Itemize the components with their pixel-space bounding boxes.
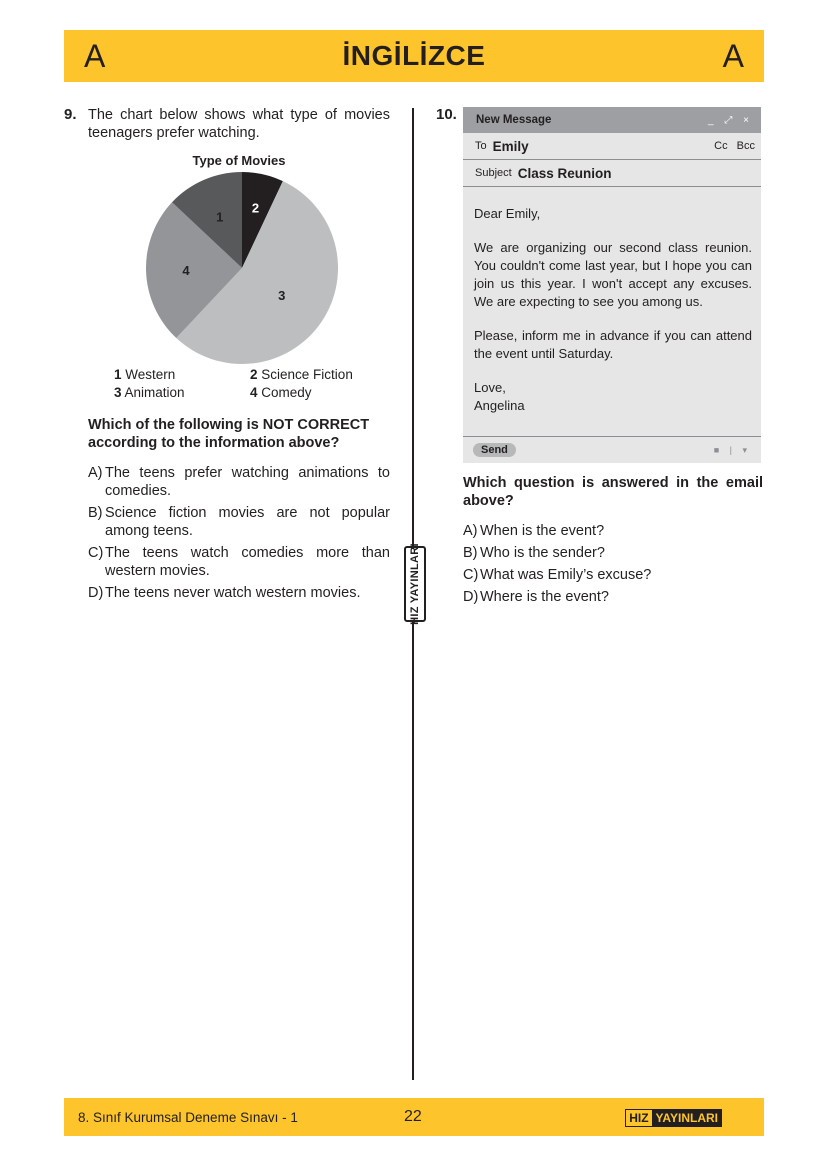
email-body: [463, 187, 761, 415]
format-options-icon[interactable]: ■ | ▾: [713, 444, 751, 455]
email-to-row: [463, 133, 761, 160]
to-field[interactable]: Emily: [492, 138, 529, 154]
email-subject-row: [463, 160, 761, 187]
legend-col-1: [114, 366, 185, 402]
question-10-options: [463, 522, 763, 610]
email-greeting: Dear Emily,: [474, 206, 541, 221]
subject-title: İNGİLİZCE: [342, 40, 486, 71]
option-b[interactable]: B) Who is the sender?: [463, 545, 605, 561]
booklet-letter-right: A: [722, 38, 744, 74]
question-9-prompt: Which of the following is NOT CORRECT according to the information above?: [88, 417, 370, 451]
question-9: [88, 106, 390, 601]
pie-label-4: 4: [182, 262, 190, 278]
question-10-prompt: Which question is answered in the email above?: [463, 475, 763, 509]
email-window-title: New Message: [476, 114, 552, 126]
option-d[interactable]: D) Where is the event?: [463, 589, 609, 605]
pie-chart: [142, 168, 342, 368]
question-10-number: 10.: [436, 106, 457, 123]
legend-item-western: 1 Western: [114, 367, 176, 382]
footer-bar: [64, 1098, 764, 1136]
email-paragraph-2: Please, inform me in advance if you can attend the event until Saturday.: [474, 328, 752, 361]
option-c[interactable]: C) What was Emily’s excuse?: [463, 567, 652, 583]
question-9-number: 9.: [64, 106, 77, 123]
subject-field[interactable]: Class Reunion: [517, 165, 612, 181]
email-footer: [463, 436, 761, 463]
option-d[interactable]: D) The teens never watch western movies.: [88, 585, 361, 601]
option-b[interactable]: B) Science fiction movies are not popular among teens.: [88, 505, 390, 539]
pie-label-1: 1: [216, 209, 224, 225]
option-a[interactable]: A) When is the event?: [463, 523, 605, 539]
cc-bcc-links[interactable]: Cc Bcc: [714, 140, 755, 152]
email-window: [463, 107, 761, 463]
question-9-options: [88, 464, 390, 606]
email-closing: Love,: [474, 380, 506, 395]
booklet-letter-left: A: [84, 38, 106, 74]
publisher-logo: HIZ YAYINLARI: [625, 1109, 722, 1127]
exam-name: 8. Sınıf Kurumsal Deneme Sınavı - 1: [78, 1110, 298, 1125]
window-controls-icon[interactable]: _ ⤢ ×: [708, 114, 753, 126]
option-a[interactable]: A) The teens prefer watching animations to comedies.: [88, 465, 390, 499]
side-brand-logo: HIZ YAYINLARI: [404, 546, 426, 622]
subject-label: Subject: [475, 167, 512, 179]
legend-item-comedy: 4 Comedy: [250, 385, 312, 400]
pie-label-2: 2: [251, 200, 260, 216]
page-number: 22: [404, 1108, 422, 1125]
question-9-stem: The chart below shows what type of movies teenagers prefer watching.: [88, 107, 390, 141]
legend-item-science-fiction: 2 Science Fiction: [250, 367, 353, 382]
legend-item-animation: 3 Animation: [114, 385, 185, 400]
chart-title: Type of Movies: [192, 153, 286, 168]
email-titlebar: [463, 107, 761, 133]
pie-label-3: 3: [278, 287, 286, 303]
to-label: To: [475, 140, 487, 152]
send-button[interactable]: Send: [473, 443, 516, 457]
header-bar: [64, 30, 764, 82]
email-paragraph-1: We are organizing our second class reunion. You couldn't come last year, but I hope you can join us this year. I won't accept any excuses. We are expecting to see you among us.: [474, 240, 752, 309]
email-signature: Angelina: [474, 398, 525, 413]
option-c[interactable]: C) The teens watch comedies more than western movies.: [88, 545, 390, 579]
legend-col-2: [250, 366, 353, 402]
